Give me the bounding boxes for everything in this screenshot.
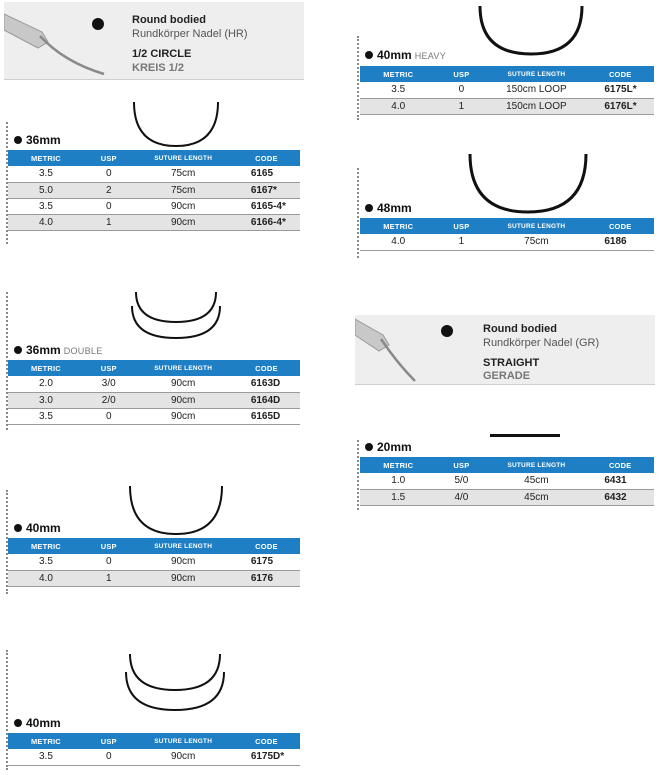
suture-length-cell: 150cm LOOP	[486, 82, 586, 98]
table-row	[360, 473, 654, 489]
bullet-icon	[14, 346, 22, 354]
metric-cell: 2.0	[8, 376, 84, 392]
spec-table	[8, 360, 300, 425]
usp-cell: 5/0	[436, 473, 486, 489]
suture-length-cell: 150cm LOOP	[486, 98, 586, 114]
code-cell: 6176L*	[586, 98, 654, 114]
column-header-metric: METRIC	[360, 66, 436, 82]
column-header-code: CODE	[586, 218, 654, 234]
suture-length-cell: 90cm	[134, 749, 233, 765]
suture-length-cell: 45cm	[486, 473, 586, 489]
bullet-icon	[14, 719, 22, 727]
needle-size-label	[14, 133, 64, 147]
table-header-row	[360, 457, 654, 473]
needle-size-label	[365, 201, 415, 215]
table-row	[8, 198, 300, 214]
spec-table	[360, 66, 654, 115]
metric-cell: 1.0	[360, 473, 436, 489]
needle-shape-de: KREIS 1/2	[132, 62, 184, 74]
table-row	[360, 82, 654, 98]
needle-curve-icon	[130, 290, 222, 340]
usp-cell: 1	[436, 234, 486, 250]
suture-length-cell: 90cm	[134, 408, 233, 424]
suture-length-cell: 90cm	[134, 554, 233, 570]
usp-cell: 3/0	[84, 376, 134, 392]
metric-cell: 3.5	[8, 408, 84, 424]
needle-size-label	[14, 716, 64, 730]
table-header-row	[360, 218, 654, 234]
spec-table	[8, 150, 300, 231]
code-cell: 6165D	[233, 408, 300, 424]
column-header-metric: METRIC	[8, 733, 84, 749]
usp-cell: 1	[84, 214, 134, 230]
needle-size-label	[14, 343, 103, 357]
column-header-usp: USP	[436, 218, 486, 234]
column-header-usp: USP	[436, 457, 486, 473]
needle-icon	[4, 2, 114, 80]
code-cell: 6167*	[233, 182, 300, 198]
metric-cell: 3.5	[8, 749, 84, 765]
column-header-code: CODE	[233, 538, 300, 554]
usp-cell: 1	[436, 98, 486, 114]
usp-cell: 0	[84, 166, 134, 182]
column-header-usp: USP	[84, 360, 134, 376]
suture-length-cell: 75cm	[486, 234, 586, 250]
size-variant: DOUBLE	[63, 346, 103, 356]
size-variant: HEAVY	[414, 51, 447, 61]
spec-table	[8, 538, 300, 587]
usp-cell: 0	[436, 82, 486, 98]
table-header-row	[360, 66, 654, 82]
suture-length-cell: 75cm	[134, 182, 233, 198]
needle-curve-icon	[130, 100, 222, 148]
code-cell: 6176	[233, 570, 300, 586]
usp-cell: 2/0	[84, 392, 134, 408]
needle-size-label	[365, 48, 446, 62]
column-header-usp: USP	[84, 538, 134, 554]
code-cell: 6432	[586, 489, 654, 505]
code-cell: 6175D*	[233, 749, 300, 765]
usp-cell: 0	[84, 198, 134, 214]
column-header-code: CODE	[233, 733, 300, 749]
needle-straight-icon	[490, 434, 560, 437]
size-text: 36mm	[26, 343, 61, 357]
size-text: 40mm	[26, 521, 61, 535]
size-text: 40mm	[26, 716, 61, 730]
spec-table	[360, 218, 654, 251]
column-header-suture-length: SUTURE LENGTH	[134, 538, 233, 554]
code-cell: 6175	[233, 554, 300, 570]
table-header-row	[8, 733, 300, 749]
table-row	[8, 554, 300, 570]
table-header-row	[8, 150, 300, 166]
metric-cell: 4.0	[8, 214, 84, 230]
column-header-code: CODE	[586, 66, 654, 82]
size-text: 48mm	[377, 201, 412, 215]
needle-shape: 1/2 CIRCLE	[132, 48, 192, 60]
code-cell: 6175L*	[586, 82, 654, 98]
metric-cell: 4.0	[360, 234, 436, 250]
column-header-suture-length: SUTURE LENGTH	[486, 66, 586, 82]
table-row	[8, 408, 300, 424]
metric-cell: 4.0	[8, 570, 84, 586]
metric-cell: 4.0	[360, 98, 436, 114]
bullet-icon	[14, 524, 22, 532]
needle-shape-icon	[92, 18, 104, 30]
suture-length-cell: 90cm	[134, 392, 233, 408]
column-header-suture-length: SUTURE LENGTH	[486, 457, 586, 473]
column-header-code: CODE	[233, 360, 300, 376]
table-row	[360, 234, 654, 250]
size-text: 40mm	[377, 48, 412, 62]
metric-cell: 3.5	[8, 166, 84, 182]
table-header-row	[8, 538, 300, 554]
needle-curve-icon	[124, 652, 226, 712]
column-header-suture-length: SUTURE LENGTH	[134, 150, 233, 166]
code-cell: 6164D	[233, 392, 300, 408]
column-header-code: CODE	[233, 150, 300, 166]
size-text: 36mm	[26, 133, 61, 147]
spec-table	[8, 733, 300, 766]
needle-shape-de: GERADE	[483, 370, 531, 382]
needle-curve-icon	[476, 4, 586, 56]
column-header-metric: METRIC	[8, 538, 84, 554]
usp-cell: 0	[84, 749, 134, 765]
suture-length-cell: 90cm	[134, 198, 233, 214]
table-row	[8, 376, 300, 392]
needle-shape-icon	[441, 325, 453, 337]
usp-cell: 0	[84, 408, 134, 424]
usp-cell: 1	[84, 570, 134, 586]
code-cell: 6165	[233, 166, 300, 182]
needle-title: Round bodied	[483, 323, 557, 335]
suture-length-cell: 75cm	[134, 166, 233, 182]
needle-info-box-half-circle	[4, 2, 304, 80]
needle-info-box-straight	[355, 315, 655, 385]
code-cell: 6186	[586, 234, 654, 250]
bullet-icon	[365, 443, 373, 451]
size-text: 20mm	[377, 440, 412, 454]
column-header-metric: METRIC	[8, 360, 84, 376]
code-cell: 6165-4*	[233, 198, 300, 214]
table-row	[360, 98, 654, 114]
table-row	[8, 392, 300, 408]
needle-title: Round bodied	[132, 14, 206, 26]
column-header-suture-length: SUTURE LENGTH	[486, 218, 586, 234]
usp-cell: 2	[84, 182, 134, 198]
code-cell: 6431	[586, 473, 654, 489]
usp-cell: 0	[84, 554, 134, 570]
table-row	[360, 489, 654, 505]
suture-length-cell: 90cm	[134, 376, 233, 392]
column-header-metric: METRIC	[8, 150, 84, 166]
column-header-metric: METRIC	[360, 457, 436, 473]
needle-size-label	[14, 521, 64, 535]
suture-length-cell: 90cm	[134, 214, 233, 230]
metric-cell: 1.5	[360, 489, 436, 505]
column-header-metric: METRIC	[360, 218, 436, 234]
spec-table	[360, 457, 654, 506]
column-header-suture-length: SUTURE LENGTH	[134, 733, 233, 749]
table-row	[8, 214, 300, 230]
table-header-row	[8, 360, 300, 376]
needle-curve-icon	[466, 152, 590, 214]
metric-cell: 3.5	[8, 198, 84, 214]
table-row	[8, 182, 300, 198]
column-header-code: CODE	[586, 457, 654, 473]
bullet-icon	[365, 51, 373, 59]
needle-shape: STRAIGHT	[483, 357, 540, 369]
column-header-usp: USP	[84, 733, 134, 749]
bullet-icon	[14, 136, 22, 144]
column-header-suture-length: SUTURE LENGTH	[134, 360, 233, 376]
usp-cell: 4/0	[436, 489, 486, 505]
suture-length-cell: 45cm	[486, 489, 586, 505]
suture-length-cell: 90cm	[134, 570, 233, 586]
code-cell: 6163D	[233, 376, 300, 392]
table-row	[8, 570, 300, 586]
table-row	[8, 166, 300, 182]
needle-subtitle: Rundkörper Nadel (GR)	[483, 337, 600, 349]
column-header-usp: USP	[84, 150, 134, 166]
table-row	[8, 749, 300, 765]
code-cell: 6166-4*	[233, 214, 300, 230]
column-header-usp: USP	[436, 66, 486, 82]
needle-curve-icon	[126, 484, 226, 536]
metric-cell: 3.0	[8, 392, 84, 408]
needle-size-label	[365, 440, 415, 454]
needle-subtitle: Rundkörper Nadel (HR)	[132, 28, 248, 40]
metric-cell: 3.5	[360, 82, 436, 98]
bullet-icon	[365, 204, 373, 212]
metric-cell: 5.0	[8, 182, 84, 198]
metric-cell: 3.5	[8, 554, 84, 570]
